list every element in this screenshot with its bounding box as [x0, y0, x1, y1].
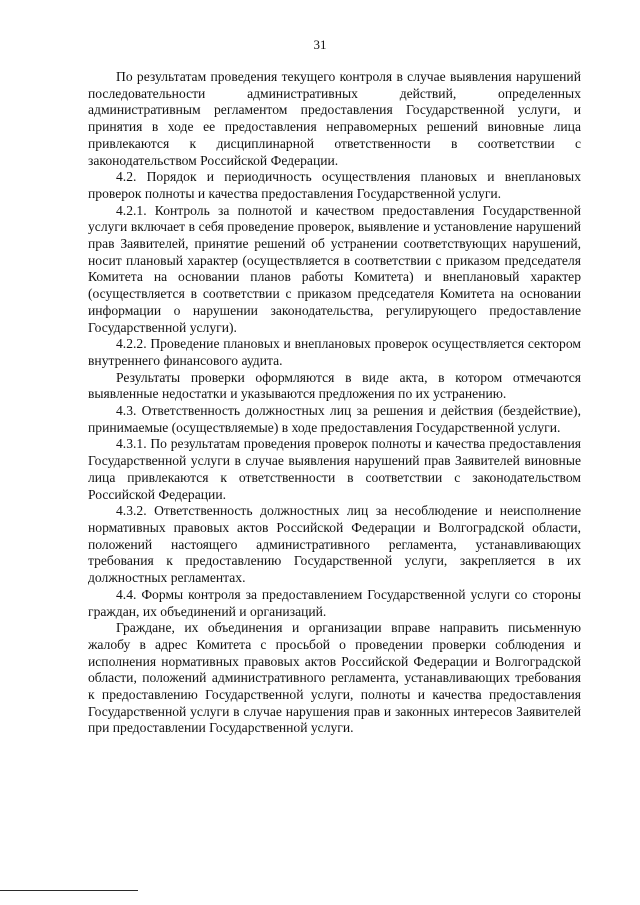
paragraph-control-results: По результатам проведения текущего контроля в случае выявления нарушений последовательности административных действий, определенных административным регламентом предоставления Государственной услуги, и принятия в ходе ее предоставления неправомерных решений виновные лица привлекаются к дисциплинарной ответственности в соответствии с законодательством Российской Федерации. — [88, 69, 581, 168]
paragraph-4-3-1: 4.3.1. По результатам проведения проверок полноты и качества предоставления Государственной услуги в случае выявления нарушений прав Заявителей виновные лица привлекаются к ответственности в соответствии с законодательством Российской Федерации. — [88, 436, 581, 502]
paragraph-4-2-2: 4.2.2. Проведение плановых и внеплановых проверок осуществляется сектором внутреннего финансового аудита. — [88, 336, 581, 368]
footer-rule — [0, 890, 138, 891]
paragraph-4-2: 4.2. Порядок и периодичность осуществления плановых и внеплановых проверок полноты и качества предоставления Государственной услуги. — [88, 169, 581, 201]
page-body — [88, 69, 581, 737]
paragraph-citizens-complaint: Граждане, их объединения и организации вправе направить письменную жалобу в адрес Комитета с просьбой о проведении проверки соблюдения и исполнения нормативных правовых актов Российской Федерации и Волгоградской области, положений административного регламента, устанавливающих требования к предоставлению Государственной услуги, полноты и качества предоставления Государственной услуги в случае нарушения прав и законных интересов Заявителей при предоставлении Государственной услуги. — [88, 620, 581, 736]
paragraph-4-2-1: 4.2.1. Контроль за полнотой и качеством предоставления Государственной услуги включает в себя проведение проверок, выявление и установление нарушений прав Заявителей, принятие решений об устранении соответствующих нарушений, носит плановый характер (осуществляется в соответствии с приказом председателя Комитета на основании планов работы Комитета) и внеплановый характер (осуществляется в соответствии с приказом председателя Комитета на основании информации о нарушении законодательства, регулирующего предоставление Государственной услуги). — [88, 202, 581, 335]
paragraph-4-4: 4.4. Формы контроля за предоставлением Государственной услуги со стороны граждан, их объединений и организаций. — [88, 586, 581, 619]
paragraph-inspection-results: Результаты проверки оформляются в виде акта, в котором отмечаются выявленные недостатки и указываются предложения по их устранению. — [88, 369, 581, 402]
paragraph-4-3: 4.3. Ответственность должностных лиц за решения и действия (бездействие), принимаемые (осуществляемые) в ходе предоставления Государственной услуги. — [88, 403, 581, 435]
paragraph-4-3-2: 4.3.2. Ответственность должностных лиц за несоблюдение и неисполнение нормативных правовых актов Российской Федерации и Волгоградской области, положений настоящего административного регламента, устанавливающих требования к предоставлению Государственной услуги, закрепляется в их должностных регламентах. — [88, 503, 581, 586]
page-number: 31 — [313, 37, 327, 52]
